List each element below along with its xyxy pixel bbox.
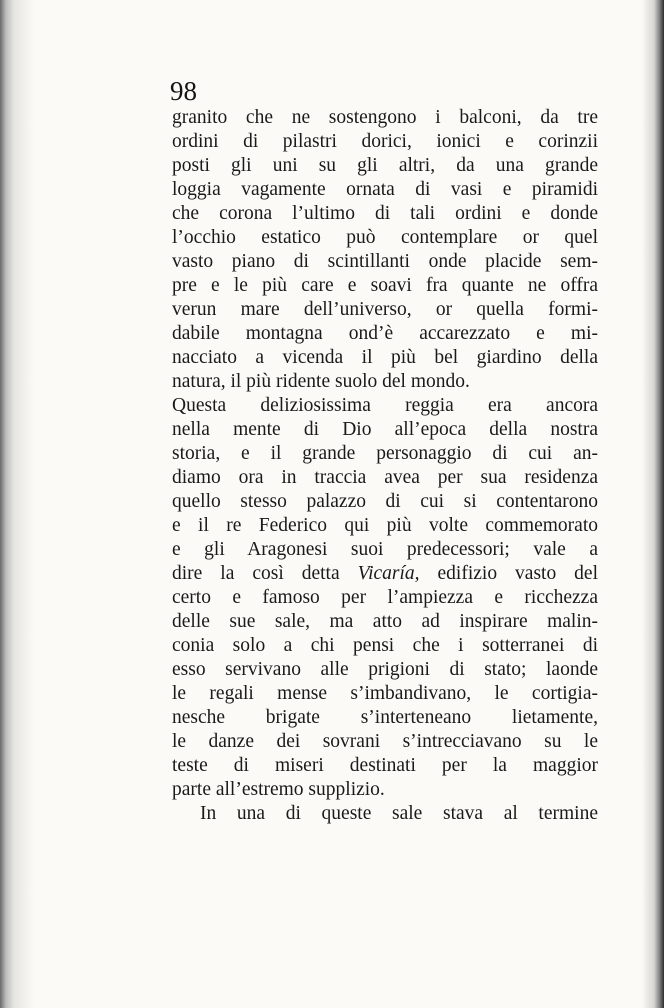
page-number: 98 — [170, 76, 197, 106]
text-line: teste di miseri destinati per la maggior — [172, 755, 598, 776]
body-text — [172, 106, 598, 826]
text-line: e il re Federico qui più volte commemorato — [172, 515, 598, 536]
text-line: posti gli uni su gli altri, da una grande — [172, 155, 598, 176]
text-line: pre e le più care e soavi fra quante ne offra — [172, 275, 598, 296]
text-line: vasto piano di scintillanti onde placide sem- — [172, 251, 598, 272]
text-line: loggia vagamente ornata di vasi e piramidi — [172, 179, 598, 200]
text-line: delle sue sale, ma atto ad inspirare malin- — [172, 611, 598, 632]
text-line: diamo ora in traccia avea per sua residenza — [172, 467, 598, 488]
text-line: nella mente di Dio all’epoca della nostra — [172, 419, 598, 440]
text-line: granito che ne sostengono i balconi, da tre — [172, 107, 598, 128]
text-line: le danze dei sovrani s’intrecciavano su le — [172, 731, 598, 752]
text-line: conia solo a chi pensi che i sotterranei di — [172, 635, 598, 656]
text-line: certo e famoso per l’ampiezza e ricchezza — [172, 587, 598, 608]
text-line: e gli Aragonesi suoi predecessori; vale a — [172, 539, 598, 560]
text-line: l’occhio estatico può contemplare or quel — [172, 227, 598, 248]
italic-term-vicaria: Vicaría, — [357, 563, 420, 584]
text-line: In una di queste sale stava al termine — [200, 803, 598, 824]
text-line: verun mare dell’universo, or quella formi- — [172, 299, 598, 320]
text-line-with-italic — [172, 562, 598, 586]
text-line: le regali mense s’imbandivano, le cortigia- — [172, 683, 598, 704]
text-segment: dire la così detta — [172, 563, 358, 584]
text-line: nesche brigate s’interteneano lietamente, — [172, 707, 598, 728]
text-segment: edifizio vasto del — [419, 563, 598, 584]
text-line: storia, e il grande personaggio di cui an- — [172, 443, 598, 464]
text-line: esso servivano alle prigioni di stato; laonde — [172, 659, 598, 680]
text-line: quello stesso palazzo di cui si contentarono — [172, 491, 598, 512]
page-left-edge-shadow — [0, 0, 34, 1008]
text-line: ordini di pilastri dorici, ionici e corinzii — [172, 131, 598, 152]
text-line: nacciato a vicenda il più bel giardino della — [172, 347, 598, 368]
text-line: che corona l’ultimo di tali ordini e donde — [172, 203, 598, 224]
text-line: parte all’estremo supplizio. — [172, 779, 385, 800]
text-line: Questa deliziosissima reggia era ancora — [172, 395, 598, 416]
page-right-edge-shadow — [642, 0, 664, 1008]
text-line: natura, il più ridente suolo del mondo. — [172, 371, 470, 392]
text-line: dabile montagna ond’è accarezzato e mi- — [172, 323, 598, 344]
